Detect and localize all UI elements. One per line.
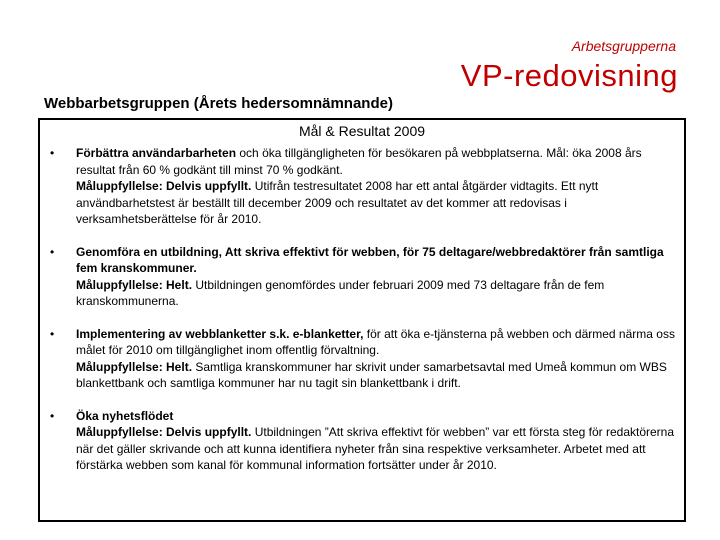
result-text <box>76 178 676 228</box>
page-title: VP-redovisning <box>460 58 678 93</box>
result-label: Måluppfyllelse: Helt. <box>76 359 193 374</box>
section-label: Arbetsgrupperna <box>571 38 676 54</box>
box-heading: Mål & Resultat 2009 <box>298 123 426 139</box>
result-label: Måluppfyllelse: Delvis uppfyllt. <box>76 425 252 439</box>
bullet: • <box>50 326 55 341</box>
result-body: Utbildningen genomfördes under februari 2009 med 73 deltagare från de fem kranskommunerna. <box>76 277 605 308</box>
page-subtitle: Webbarbetsgruppen (Årets hedersomnämnande) <box>44 95 393 112</box>
list-item <box>40 244 684 310</box>
goal-rest: för att öka e-tjänsterna på webben och därmed närma oss målet för 2010 om tillgänglighet inom offentlig förvaltning. <box>76 326 675 357</box>
result-body: Samtliga kranskommuner har skrivit under samarbetsavtal med Umeå kommun om WBS blankettbank och samtliga kommuner har nu tagit sin blankettbank i drift. <box>76 359 667 390</box>
result-text <box>76 424 676 474</box>
goal-bold: Öka nyhetsflödet <box>76 408 174 423</box>
goals-list <box>40 145 684 474</box>
goal-text <box>76 244 676 277</box>
result-body: Utifrån testresultatet 2008 har ett antal åtgärder vidtagits. Ett nytt användbarhetstest är beställt till december 2009 och resultatet av det kommer att redovisas i verksamhetsberättelse för år 2010. <box>76 179 599 226</box>
goal-text <box>76 145 676 178</box>
goal-rest: och öka tillgängligheten för besökaren på webbplatserna. Mål: öka 2008 års resultat från 60 % godkänt till minst 70 % godkänt. <box>76 146 642 177</box>
goal-bold: Genomföra en utbildning, Att skriva effektivt för webben, för 75 deltagare/webbredaktörer från samtliga fem kranskommuner. <box>76 244 664 275</box>
result-label: Måluppfyllelse: Delvis uppfyllt. <box>76 179 252 193</box>
goals-results-box <box>38 118 686 522</box>
result-text <box>76 277 676 310</box>
result-label: Måluppfyllelse: Helt. <box>76 277 193 292</box>
goal-bold: Förbättra användarbarheten <box>76 146 237 160</box>
goal-text <box>76 408 676 425</box>
bullet: • <box>50 146 55 160</box>
list-item <box>40 326 684 392</box>
list-item <box>40 408 684 474</box>
goal-text <box>76 326 676 359</box>
bullet: • <box>50 408 55 423</box>
result-body: Utbildningen ”Att skriva effektivt för webben” var ett första steg för redaktörerna när det gäller skrivande och att kunna identifiera nyheter från sina respektive verksamheter. Arbetet med att förstärka webben som kanal för kommunal information fortsätter under år 2010. <box>76 425 675 472</box>
bullet: • <box>50 244 55 259</box>
list-item <box>40 145 684 228</box>
result-text <box>76 359 676 392</box>
goal-bold: Implementering av webblanketter s.k. e-blanketter, <box>76 326 364 341</box>
